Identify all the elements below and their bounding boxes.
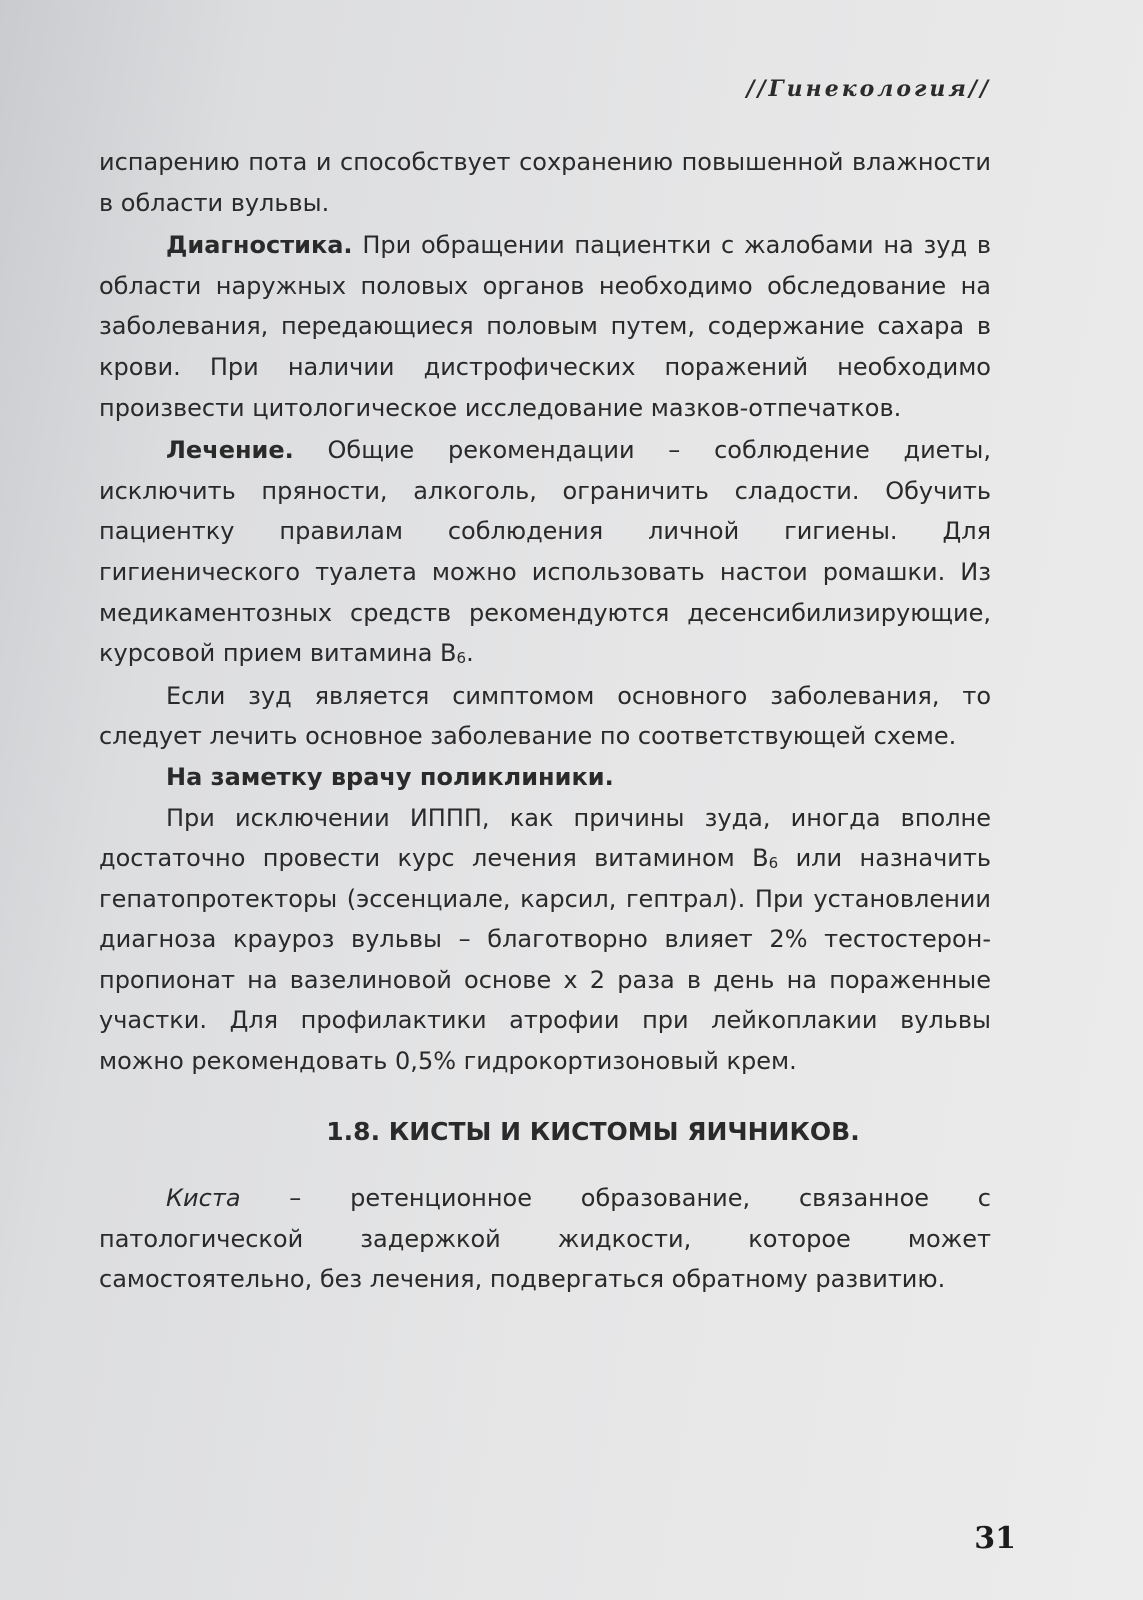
- diagnostics-text: При обращении пациентки с жалобами на зуд в области наружных половых органов необходимо обследование на заболевания, передающиеся половым путем, содержание сахара в крови. При наличии дистрофических поражений необходимо произвести цитологическое исследование мазков-отпечатков.: [99, 231, 991, 422]
- treatment-lead: Лечение.: [166, 436, 294, 465]
- paragraph-treatment: [99, 430, 991, 674]
- treatment-end: .: [466, 639, 474, 668]
- running-header: //Гинекология//: [746, 76, 991, 102]
- treatment-subscript: 6: [456, 649, 467, 668]
- page-number: 31: [974, 1521, 1016, 1556]
- paragraph-diagnostics: [99, 225, 991, 428]
- note-subscript: 6: [768, 854, 779, 873]
- note-text-b: или назначить гепатопротекторы (эссенциале, карсил, гептрал). При установлении диагноза крауроз вульвы – благотворно влияет 2% тестостерон-пропионат на вазелиновой основе х 2 раза в день на пораженные участки. Для профилактики атрофии при лейкоплакии вульвы можно рекомендовать 0,5% гидрокортизоновый крем.: [99, 844, 991, 1076]
- paragraph-cyst-definition: [99, 1178, 991, 1300]
- note-text-a: При исключении ИППП, как причины зуда, иногда вполне достаточно провести курс лечения витамином B: [99, 803, 991, 873]
- cyst-definition-text: – ретенционное образование, связанное с патологической задержкой жидкости, которое может самостоятельно, без лечения, подвергаться обратному развитию.: [99, 1184, 991, 1294]
- paragraph-note: [99, 798, 991, 1082]
- page-content: [99, 142, 991, 1300]
- diagnostics-lead: Диагностика.: [166, 231, 353, 260]
- note-heading: На заметку врачу поликлиники.: [166, 762, 614, 791]
- section-title: 1.8. КИСТЫ И КИСТОМЫ ЯИЧНИКОВ.: [326, 1116, 860, 1146]
- paragraph-itch-symptom: Если зуд является симптомом основного заболевания, то следует лечить основное заболевание по соответствующей схеме.: [99, 681, 991, 751]
- paragraph-continuation: испарению пота и способствует сохранению повышенной влажности в области вульвы.: [99, 148, 991, 217]
- treatment-text: Общие рекомендации – соблюдение диеты, исключить пряности, алкоголь, ограничить сладости. Обучить пациентку правилам соблюдения личной гигиены. Для гигиенического туалета можно использовать настои ромашки. Из медикаментозных средств рекомендуются десенсибилизирующие, курсовой прием витамина B: [99, 436, 991, 668]
- cyst-term: Киста: [166, 1184, 241, 1213]
